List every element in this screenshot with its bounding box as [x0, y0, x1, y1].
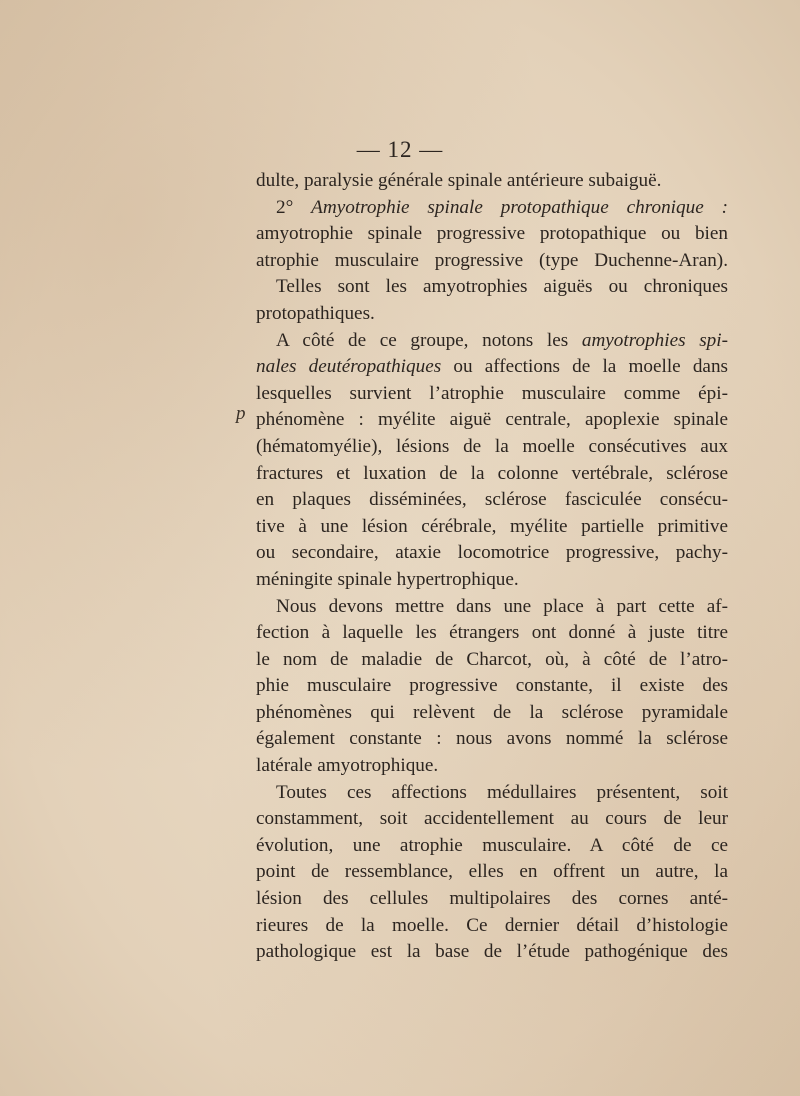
text-line: 2° Amyotrophie spinale protopathique chronique : [276, 196, 728, 218]
text-line: fection à laquelle les étrangers ont donné à juste titre [256, 622, 728, 644]
italic-heading: Amyotrophie spinale protopathique chronique : [311, 196, 728, 218]
page-number: — 12 — [356, 137, 444, 162]
text-line: méningite spinale hypertrophique. [256, 568, 519, 590]
text-line: amyotrophie spinale progressive protopathique ou bien [256, 223, 728, 245]
text-line: Telles sont les amyotrophies aiguës ou chroniques [276, 276, 728, 298]
text-line: fractures et luxation de la colonne vertébrale, sclérose [256, 462, 728, 484]
text-line: phénomènes qui relèvent de la sclérose pyramidale [256, 701, 728, 723]
text-line: lesquelles survient l’atrophie musculaire comme épi- [256, 382, 728, 404]
text-line: A côté de ce groupe, notons les amyotrophies spi- [276, 329, 728, 351]
text-line: en plaques disséminées, sclérose fasciculée consécu- [256, 489, 728, 511]
text-line: dulte, paralysie générale spinale antérieure subaiguë. [256, 170, 662, 191]
italic-term: nales deutéropathiques [256, 356, 442, 378]
text-line: pathologique est la base de l’étude pathogénique des [256, 941, 728, 963]
text-line: évolution, une atrophie musculaire. A côté de ce [256, 834, 728, 856]
text-line: phénomène : myélite aiguë centrale, apoplexie spinale [256, 409, 728, 431]
body-text [256, 168, 728, 966]
italic-term: amyotrophies spi- [581, 329, 728, 351]
text-line: phie musculaire progressive constante, il existe des [256, 675, 728, 697]
text-line: point de ressemblance, elles en offrent un autre, la [256, 861, 728, 883]
text-line: latérale amyotrophique. [256, 755, 439, 777]
text-line: également constante : nous avons nommé la sclérose [256, 728, 728, 750]
text-line: protopathiques. [256, 302, 375, 324]
text-line: atrophie musculaire progressive (type Duchenne-Aran). [256, 249, 728, 271]
text-line: (hématomyélie), lésions de la moelle consécutives aux [256, 435, 728, 457]
text-line: nales deutéropathiques ou affections de la moelle dans [256, 356, 729, 378]
text-line: ou secondaire, ataxie locomotrice progressive, pachy- [256, 542, 728, 564]
margin-annotation: p [236, 403, 246, 424]
text-line: constamment, soit accidentellement au cours de leur [256, 808, 728, 830]
text-line: Nous devons mettre dans une place à part cette af- [276, 595, 728, 617]
text-line: lésion des cellules multipolaires des cornes anté- [256, 888, 728, 910]
text-line: Toutes ces affections médullaires présentent, soit [276, 781, 728, 803]
text-line: le nom de maladie de Charcot, où, à côté de l’atro- [256, 648, 728, 670]
text-line: rieures de la moelle. Ce dernier détail d’histologie [256, 914, 728, 936]
text-line: tive à une lésion cérébrale, myélite partielle primitive [256, 515, 728, 537]
